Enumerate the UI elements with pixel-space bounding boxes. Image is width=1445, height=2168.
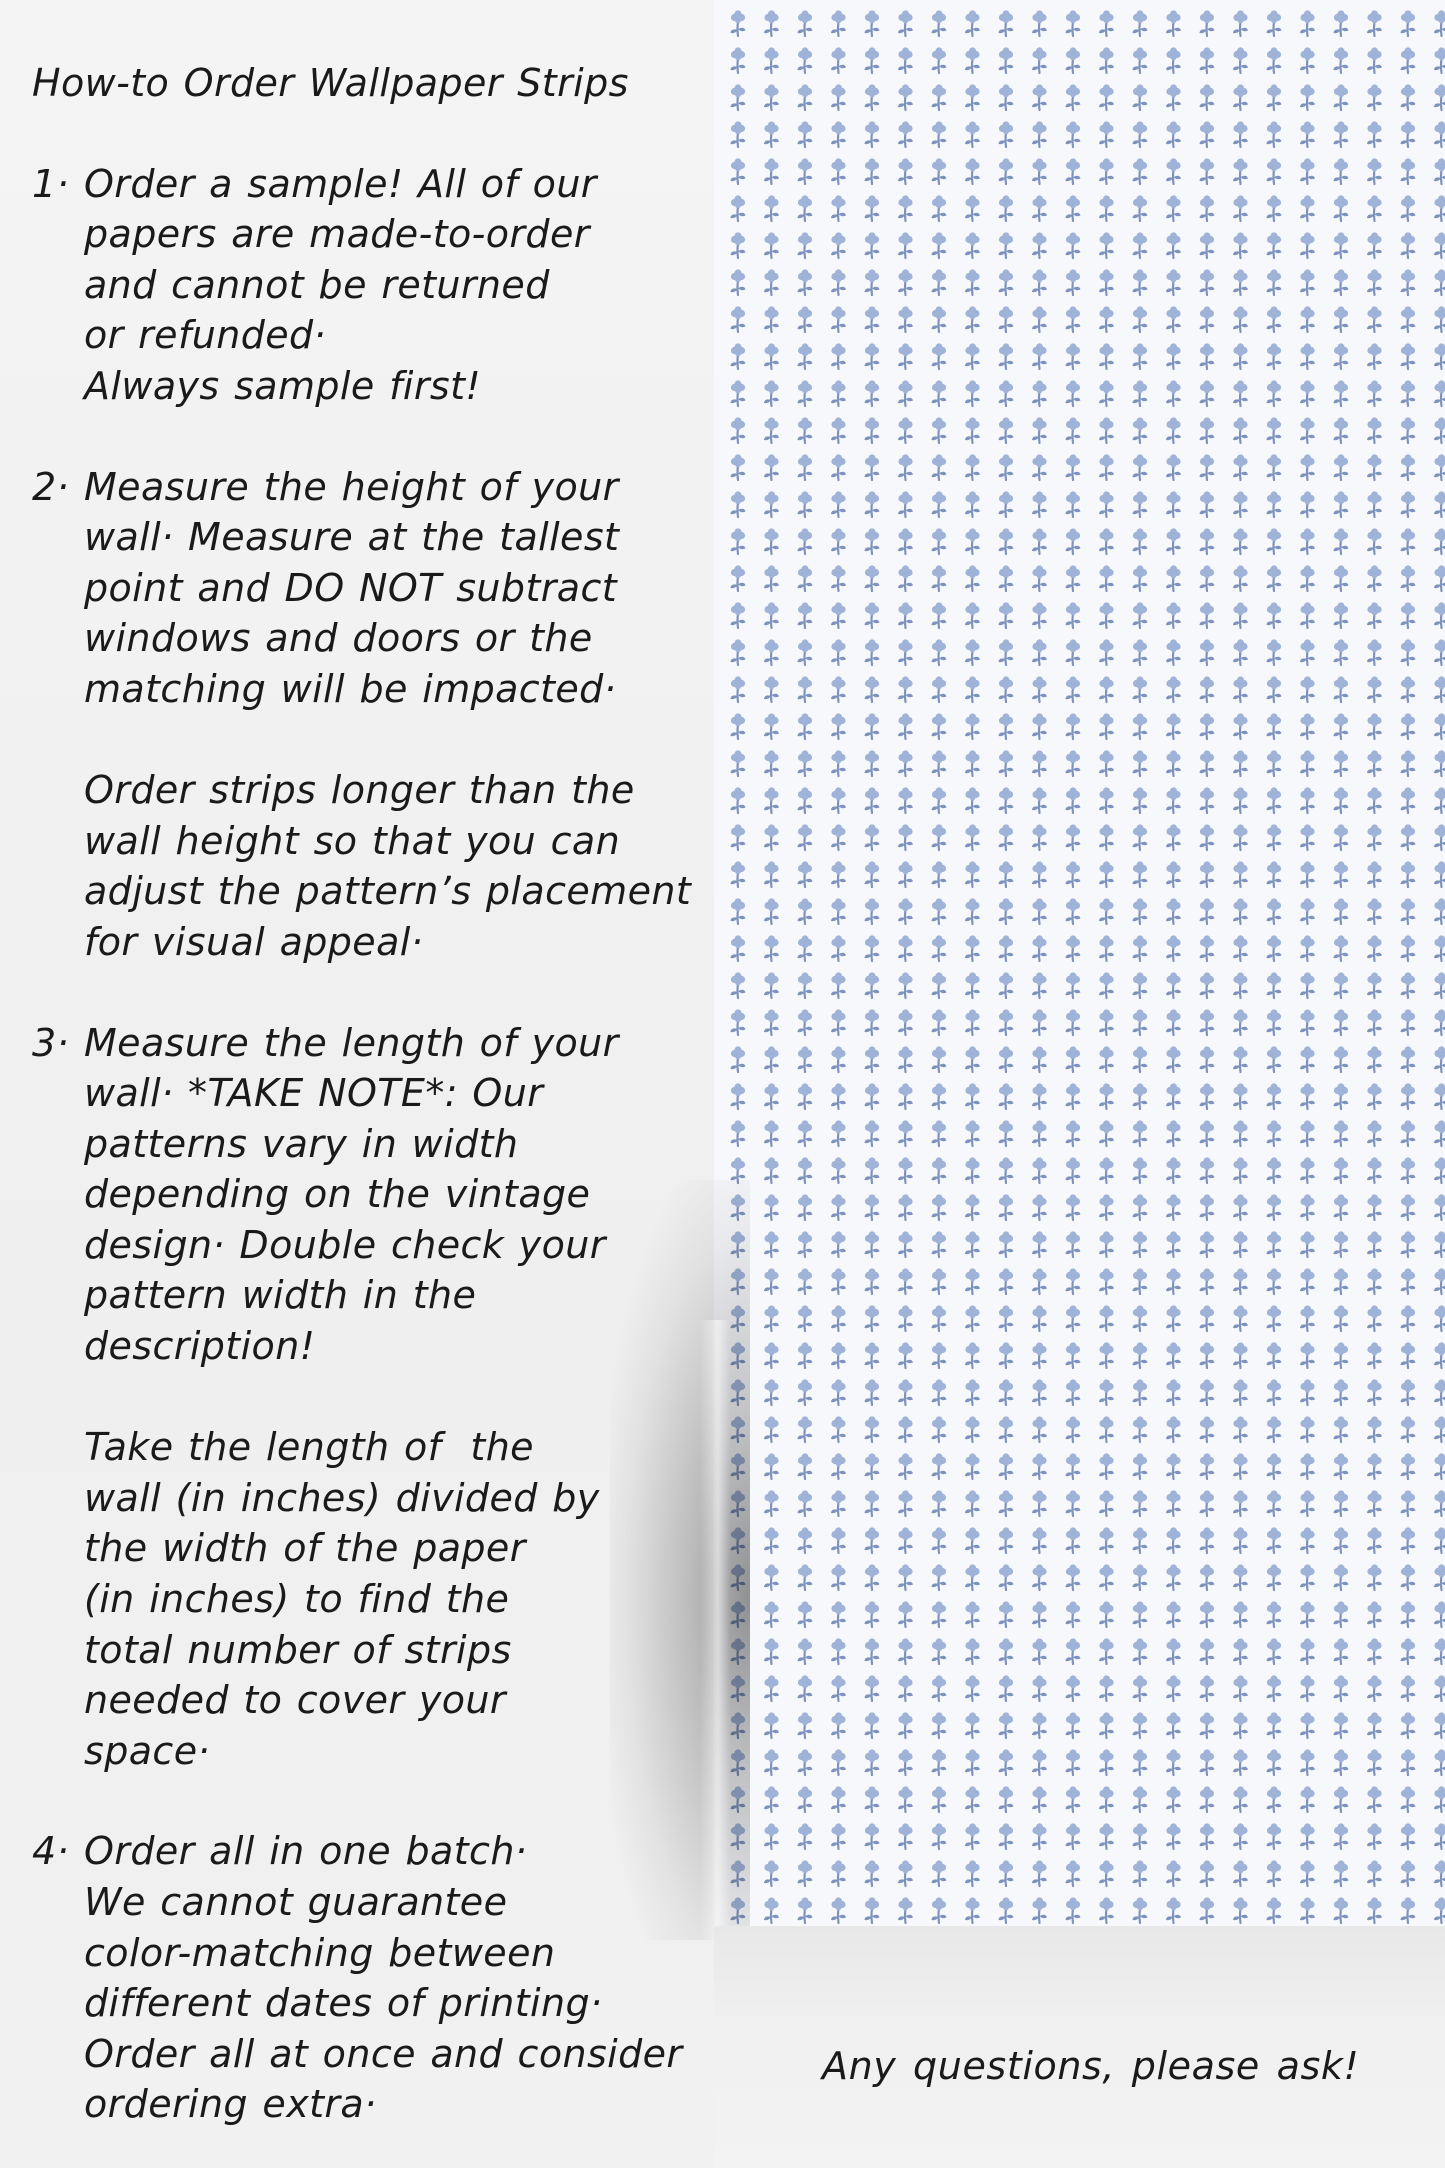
text-line: for visual appeal· [84,919,424,964]
step-3 [32,1018,722,1777]
step-number: 1· [32,161,70,206]
step-4 [32,1826,722,2130]
text-line: patterns vary in width [84,1121,519,1166]
closing-note: Any questions, please ask! [822,2044,1360,2088]
step-paragraph [84,159,722,412]
text-line: ordering extra· [84,2082,377,2127]
step-number: 4· [32,1829,70,1874]
text-line: (in inches) to find the [84,1577,510,1622]
text-line: depending on the vintage [84,1172,591,1217]
text-line: wall (in inches) divided by [84,1475,600,1520]
step-1 [32,159,722,412]
step-number: 2· [32,464,70,509]
page-title: How-to Order Wallpaper Strips [32,61,629,105]
text-line: wall· *TAKE NOTE*: Our [84,1071,544,1116]
text-line: Take the length of the [84,1425,534,1470]
text-line: point and DO NOT subtract [84,565,618,610]
text-line: wall height so that you can [84,818,621,863]
text-line: We cannot guarantee [84,1880,508,1924]
text-line: Order all at once and consider [84,2031,683,2076]
step-number: 3· [32,1020,70,1065]
text-line: windows and doors or the [84,616,593,661]
text-line: needed to cover your [84,1678,506,1723]
text-line: Measure the length of your [84,1020,619,1065]
text-line: space· [84,1728,210,1773]
text-line: total number of strips [84,1627,512,1672]
step-paragraph [84,462,722,715]
step-paragraph [84,1018,722,1372]
text-line: wall· Measure at the tallest [84,515,620,560]
text-line: pattern width in the [84,1273,477,1318]
wallpaper-pattern [714,0,1445,1926]
text-line: and cannot be returned [84,262,550,307]
text-line: Order all in one batch· [84,1829,528,1874]
text-line: the width of the paper [84,1526,526,1571]
step-paragraph [84,765,722,967]
text-line: Order strips longer than the [84,768,635,813]
text-line: description! [84,1324,316,1369]
text-line: matching will be impacted· [84,666,617,711]
text-line: adjust the pattern’s placement [84,869,692,914]
step-paragraph [84,1826,722,2130]
text-line: Order a sample! All of our [84,161,597,206]
text-line: Measure the height of your [84,464,619,509]
steps-list [32,159,722,2130]
text-line: color-matching between [84,1930,556,1975]
text-line: or refunded· [84,313,326,358]
text-line: design· Double check your [84,1222,606,1267]
wallpaper-strip [714,0,1445,1926]
text-line: different dates of printing· [84,1981,603,2026]
step-paragraph [84,1422,722,1776]
text-line: Always sample first! [84,363,482,408]
text-line: papers are made-to-order [84,212,590,257]
instructions-panel [32,58,722,2168]
step-2 [32,462,722,968]
